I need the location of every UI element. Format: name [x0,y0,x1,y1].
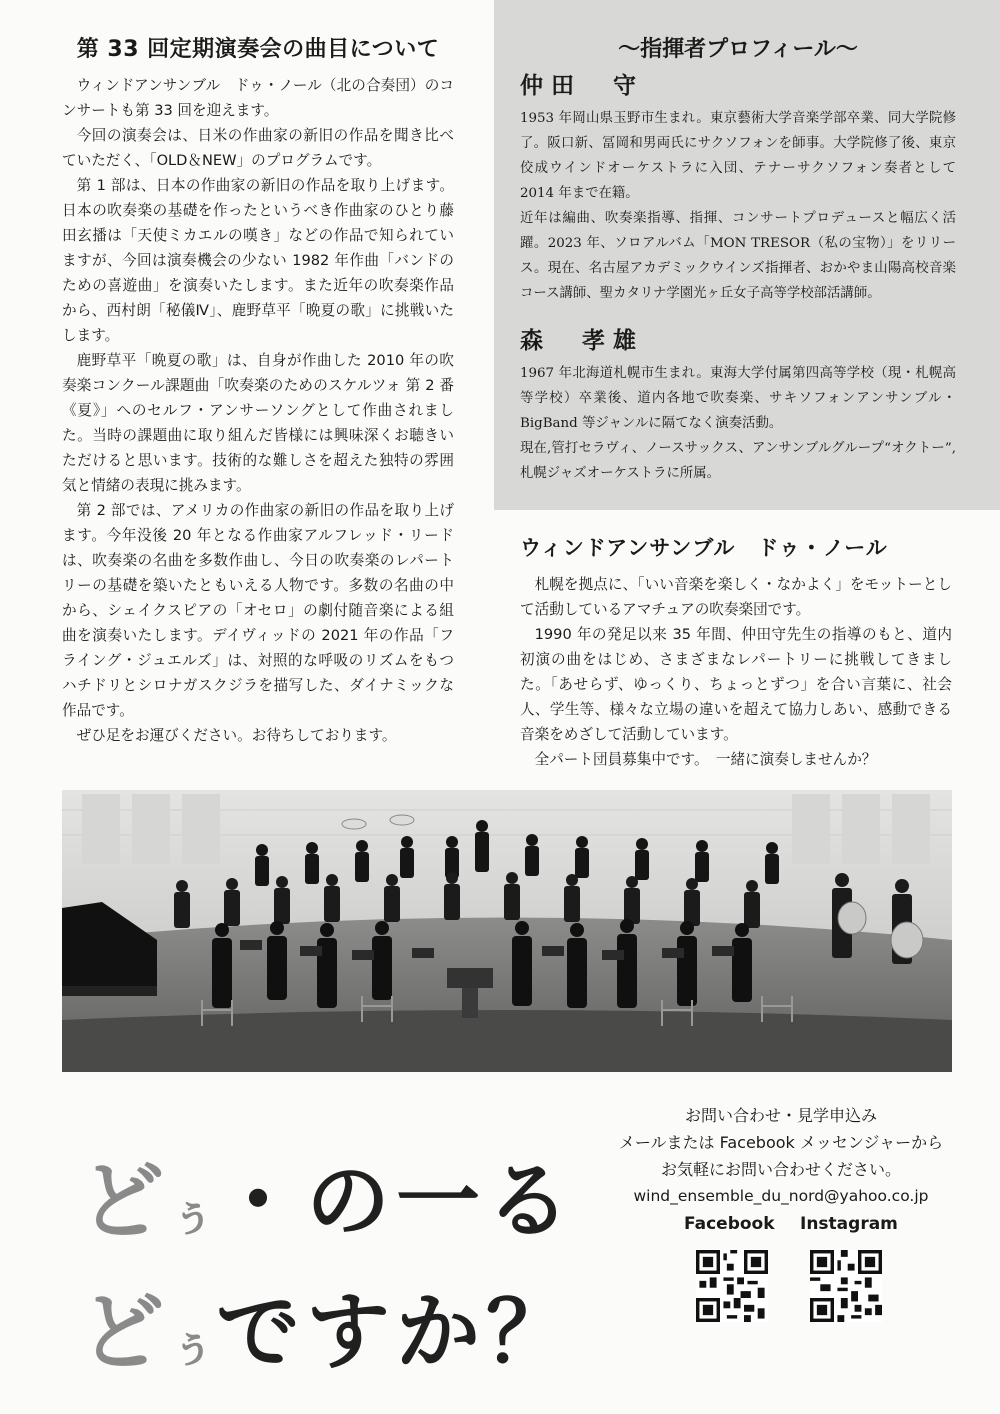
contact-line: お問い合わせ・見学申込み [684,1106,877,1125]
slogan-line-2 [80,1273,600,1404]
conductor-bio: 1967 年北海道札幌市生まれ。東海大学付属第四高等学校（現・札幌高等学校）卒業後、道内各地で吹奏楽、サキソフォンアンサンブル・BigBand 等ジャンルに隔てなく演奏活動。 [520,366,956,431]
instagram-qr-code-icon[interactable] [810,1250,882,1322]
contact-line: お気軽にお問い合わせください。 [660,1160,901,1179]
ensemble-paragraph: 札幌を拠点に、「いい音楽を楽しく・なかよく」をモットーとして活動しているアマチュアの吹奏楽団です。 [520,576,952,618]
ensemble-intro [520,532,952,772]
ensemble-photo-image [62,790,952,1072]
slogan-char: ど [80,1152,171,1250]
conductor-bio: 近年は編曲、吹奏楽指導、指揮、コンサートプロデュースと幅広く活躍。2023 年、ソロアルバム「MON TRESOR（私の宝物）」をリリース。現在、名古屋アカデミックウインズ指揮者、おかやま山陽高校音楽コース講師、聖カタリナ学園光ヶ丘女子高等学校部活講師。 [520,211,956,301]
contact-line: メールまたは Facebook メッセンジャーから [618,1133,944,1152]
ensemble-paragraph: 1990 年の発足以来 35 年間、仲田守先生の指導のもと、道内初演の曲をはじめ、さまざまなレパートリーに挑戦してきました。「あせらず、ゆっくり、ちょっとずつ」を合い言葉に、社会人、学生等、様々な立場の違いを超えて協力しあい、感動できる音楽をめざして活動しています。 [520,626,952,743]
ensemble-paragraph: 全パート団員募集中です。 一緒に演奏しませんか？ [534,751,877,768]
conductor-name: 仲田 守 [520,72,644,99]
slogan-char: ど [80,1283,171,1381]
conductor-bio: 現在,管打セラヴィ、ノースサックス、アンサンブルグループ“オクトー”,札幌ジャズオーケストラに所属。 [520,441,956,481]
ensemble-title: ウィンドアンサンブル ドゥ・ノール [520,535,888,560]
program-paragraph: ぜひ足をお運びください。お待ちしております。 [76,727,397,744]
instagram-label: Instagram [800,1214,898,1234]
profile-heading: ～指揮者プロフィール～ [618,36,858,62]
program-paragraph: 第 2 部では、アメリカの作曲家の新旧の作品を取り上げます。今年没後 20 年となる作曲家アルフレッド・リードは、吹奏楽の名曲を多数作曲し、今日の吹奏楽のレパートリーの基礎を築いたともいえる人物です。多数の名曲の中から、シェイクスピアの「オセロ」の劇付随音楽による組曲を演奏いたします。デイヴィッドの 2021 年の作品「フライング・ジュエルズ」は、対照的な呼吸のリズムをもつハチドリとシロナガスクジラを描写した、ダイナミックな作品です。 [62,502,454,719]
conductor-bio: 1953 年岡山県玉野市生まれ。東京藝術大学音楽学部卒業、同大学院修了。阪口新、冨岡和男両氏にサクソフォンを師事。大学院修了後、東京佼成ウインドオーケストラに入団、テナーサクソフォン奏者として 2014 年まで在籍。 [520,111,956,201]
program-paragraph: ウィンドアンサンブル ドゥ・ノール（北の合奏団）のコンサートも第 33 回を迎えます。 [62,77,454,119]
slogan-text: ですか？ [216,1283,577,1381]
ensemble-photo [62,790,952,1072]
program-paragraph: 第 1 部は、日本の作曲家の新旧の作品を取り上げます。日本の吹奏楽の基礎を作ったというべき作曲家のひとり藤田玄播は「天使ミカエルの嘆き」などの作品で知られていますが、今回は演奏機会の少ない 1982 年作曲「バンドのための喜遊曲」を演奏いたします。また近年の吹奏楽作品から、西村朗「秘儀Ⅳ」、鹿野草平「晩夏の歌」に挑戦いたします。 [62,177,454,344]
program-paragraph: 今回の演奏会は、日米の作曲家の新旧の作品を聞き比べていただく、「OLD＆NEW」のプログラムです。 [62,127,454,169]
program-notes [62,32,454,748]
conductor-profile-box [494,0,1000,510]
contact-email[interactable]: wind_ensemble_du_nord@yahoo.co.jp [633,1187,929,1205]
contact-info [596,1102,966,1210]
slogan-char-small: ぅ [170,1318,217,1372]
slogan-text: ・の一る [216,1152,577,1250]
slogan-char-small: ぅ [170,1187,217,1241]
slogan-line-1 [80,1142,600,1273]
facebook-qr-code-icon[interactable] [696,1250,768,1322]
slogan [80,1142,600,1404]
facebook-label: Facebook [684,1214,775,1234]
conductor-name: 森 孝雄 [520,327,644,354]
program-paragraph: 鹿野草平「晩夏の歌」は、自身が作曲した 2010 年の吹奏楽コンクール課題曲「吹奏楽のためのスケルツォ 第 2 番《夏》」へのセルフ・アンサーソングとして作曲されました。当時の課題曲に取り組んだ皆様には興味深くお聴きいただけると思います。技術的な難しさを超えた独特の雰囲気と情緒の表現に挑みます。 [62,352,454,494]
program-title: 第 33 回定期演奏会の曲目について [76,37,440,62]
